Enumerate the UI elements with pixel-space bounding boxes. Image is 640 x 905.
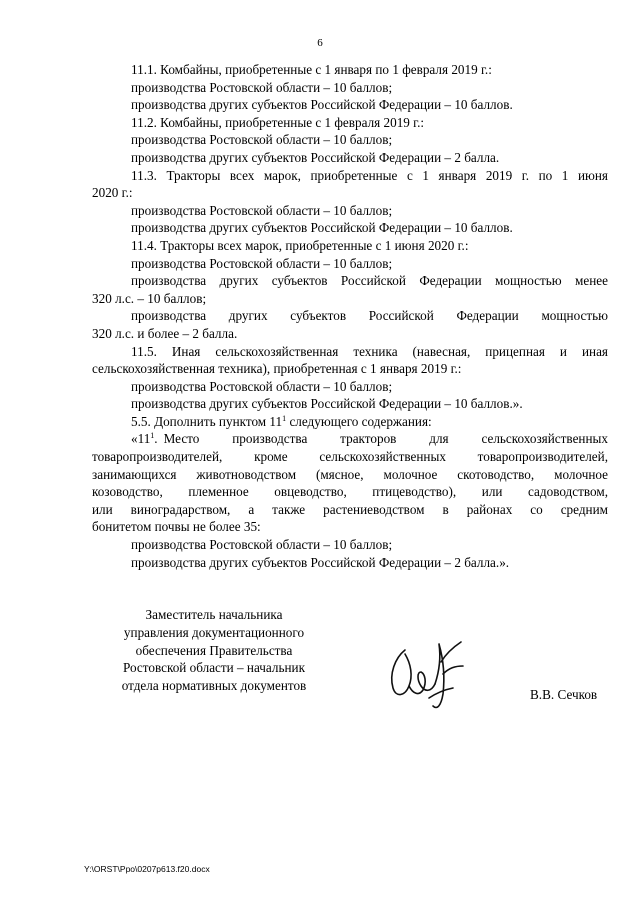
text-line: 2020 г.:	[92, 185, 133, 201]
text-line: производства Ростовской области – 10 баллов;	[131, 537, 393, 553]
text-line: 320 л.с. и более – 2 балла.	[92, 325, 238, 341]
document-body	[92, 61, 608, 571]
signatory-name: В.В. Сечков	[530, 687, 598, 702]
item-11-2: 11.2. Комбайны, приобретенные с 1 февраля 2019 г.:	[131, 114, 425, 130]
superscript: 1	[150, 431, 155, 441]
signatory-title-line: Ростовской области – начальник	[122, 660, 306, 676]
signatory-title-line: управления документационного	[123, 624, 305, 640]
new-item-11-1	[92, 430, 608, 448]
signatory-title-line: отдела нормативных документов	[121, 678, 307, 694]
signatory-title-line: обеспечения Правительства	[135, 642, 293, 658]
text-line: производства других субъектов Российской Федерации мощностью	[131, 308, 608, 324]
signatory-title	[112, 606, 316, 695]
text-line: производства других субъектов Российской Федерации – 10 баллов.	[131, 97, 513, 113]
item-11-3: 11.3. Тракторы всех марок, приобретенные с 1 января 2019 г. по 1 июня	[131, 167, 608, 183]
text-line: сельскохозяйственная техника), приобретенная с 1 января 2019 г.:	[92, 361, 462, 377]
text-line: производства Ростовской области – 10 баллов;	[131, 255, 393, 271]
page-number: 6	[317, 37, 323, 49]
text-line: или виноградарством, а также растениеводством в районах со средним	[92, 501, 608, 517]
text-line: производства Ростовской области – 10 баллов;	[131, 202, 393, 218]
text-line: производства других субъектов Российской Федерации – 10 баллов.».	[131, 396, 523, 412]
text-line: козоводство, племенное овцеводство, птицеводство), или садоводством,	[92, 484, 608, 500]
text-line: производства Ростовской области – 10 баллов;	[131, 132, 393, 148]
item-11-1: 11.1. Комбайны, приобретенные с 1 января по 1 февраля 2019 г.:	[131, 62, 492, 77]
new-item-number	[131, 430, 158, 448]
text-line: товаропроизводителей, кроме сельскохозяйственных товаропроизводителей,	[92, 449, 608, 465]
text-line: производства других субъектов Российской Федерации – 2 балла.».	[131, 554, 510, 570]
handwritten-signature	[383, 636, 473, 712]
item-5-5-prefix: 5.5. Дополнить пунктом 11	[131, 413, 283, 429]
file-path: Y:\ORST\Ppo\0207p613.f20.docx	[84, 864, 210, 874]
text-line: производства Ростовской области – 10 баллов;	[131, 79, 393, 95]
signatory-title-line: Заместитель начальника	[145, 607, 283, 622]
text-line: занимающихся животноводством (мясное, молочное скотоводство, молочное	[92, 466, 608, 482]
new-item-dot: .	[154, 431, 158, 447]
text-line: производства других субъектов Российской Федерации – 10 баллов.	[131, 220, 513, 236]
text-line: производства Ростовской области – 10 баллов;	[131, 378, 393, 394]
text-line: производства других субъектов Российской Федерации – 2 балла.	[131, 149, 500, 165]
item-11-4: 11.4. Тракторы всех марок, приобретенные с 1 июня 2020 г.:	[131, 237, 469, 253]
text-line: Место производства тракторов для сельскохозяйственных	[163, 431, 608, 447]
text-line: производства других субъектов Российской Федерации мощностью менее	[131, 273, 608, 289]
new-item-open: «11	[131, 431, 151, 447]
text-line: бонитетом почвы не более 35:	[92, 519, 261, 535]
item-5-5	[92, 413, 608, 431]
superscript: 1	[282, 413, 287, 423]
item-5-5-suffix: следующего содержания:	[289, 413, 432, 429]
item-11-5: 11.5. Иная сельскохозяйственная техника (навесная, прицепная и иная	[131, 343, 608, 359]
text-line: 320 л.с. – 10 баллов;	[92, 290, 207, 306]
